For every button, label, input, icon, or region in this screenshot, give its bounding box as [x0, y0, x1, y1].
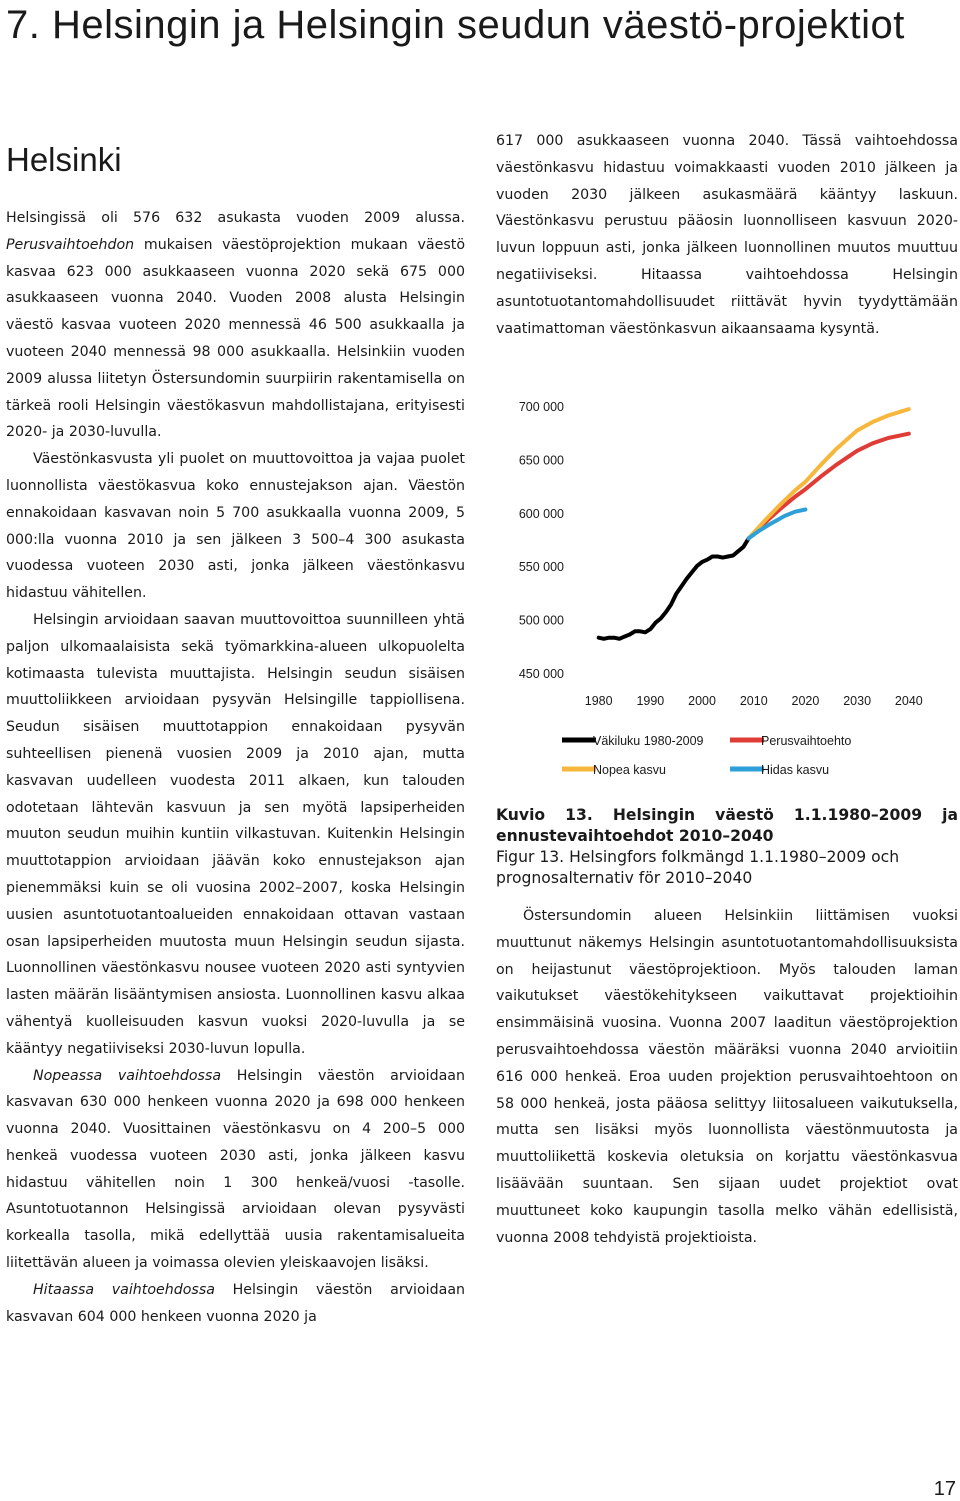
- paragraph-2: Väestönkasvusta yli puolet on muuttovoittoa ja vajaa puolet luonnollista väestökasvua koko ennustejakson ajan. Väestön ennakoidaan kasvavan noin 5 700 asukkaalla vuonna 2009, 5 000:lla vuonna 2010 ja sen jälkeen 3 500–4 300 asukasta vuodessa vuoteen 2030 asti, jonka jälkeen väestönkasvu hidastuu vähitellen.: [6, 451, 465, 602]
- x-tick-label: 1980: [584, 694, 613, 708]
- y-tick-label: 700 000: [518, 400, 564, 414]
- population-chart: [496, 395, 936, 790]
- series-line: [749, 409, 909, 538]
- legend-label: Nopea kasvu: [593, 763, 666, 777]
- paragraph-1: Helsingissä oli 576 632 asukasta vuoden 2009 alussa. Perusvaihtoehdon mukaisen väestöprojektion mukaan väestö kasvaa 623 000 asukkaaseen vuonna 2020 sekä 675 000 asukkaaseen vuonna 2040. Vuoden 2008 alusta Helsingin väestö kasvaa vuoteen 2020 mennessä 46 500 asukkaalla ja vuoteen 2040 mennessä 98 000 asukkaalla. Helsinkiin vuoden 2009 alussa liitetyn Östersundomin suurpiirin rakentamisella on tärkeä rooli Helsingin väestökasvun mahdollistajana, erityisesti 2020- ja 2030-luvulla.: [6, 210, 465, 441]
- emphasis-hidas: Hitaassa vaihtoehdossa: [33, 1281, 215, 1298]
- left-column: [6, 205, 465, 1330]
- x-tick-label: 1990: [636, 694, 665, 708]
- x-tick-label: 2010: [739, 694, 768, 708]
- series-line: [599, 538, 749, 638]
- y-tick-label: 500 000: [518, 613, 564, 628]
- y-tick-label: 450 000: [518, 667, 564, 681]
- y-tick-label: 650 000: [518, 453, 564, 468]
- x-tick-label: 2040: [894, 694, 923, 708]
- right-column-bottom: [496, 903, 958, 1251]
- emphasis-nopea: Nopeassa vaihtoehdossa: [33, 1067, 222, 1084]
- right-column-top: [496, 128, 958, 342]
- paragraph-3: Helsingin arvioidaan saavan muuttovoittoa suunnilleen yhtä paljon ulkomaalaisista sekä työmarkkina-alueen ulkopuolelta kotimaasta tulevista muuttajista. Helsingin seudun sisäisen muuttoliikkeen arvioidaan pysyvän Helsingille tappiollisena. Seudun sisäisen muuttotappion ennakoidaan pysyvän suhteellisen pienenä vuosien 2009 ja 2010 ajan, mutta kasvavan uudelleen vuodesta 2011 alkaen, kun talouden odotetaan lähtevän kasvuun ja sen myötä lapsiperheiden muuton seudun muihin kuntiin vilkastuvan. Kuitenkin Helsingin muuttotappion arvioidaan jäävän koko ennustejakson ajan pienemmäksi kuin se oli vuosina 2002–2007, koska Helsingin uusien asuntotuotantoalueiden ennakoidaan ottavan vastaan osan lapsiperheiden muutosta muun Helsingin seudun sijasta. Luonnollinen väestönkasvu nousee vuoteen 2020 asti syntyvien lasten määrän lisääntymisen ansiosta. Luonnollinen kasvu alkaa vähentyä kuolleisuuden kasvun vuoksi 2020-luvulla ja se kääntyy negatiiviseksi 2030-luvun lopulla.: [6, 611, 465, 1057]
- paragraph-ostersundom: Östersundomin alueen Helsinkiin liittämisen vuoksi muuttunut näkemys Helsingin asuntotuotantomahdollisuuksista on heijastunut väestöprojektioon. Myös talouden laman vaikutukset väestökehitykseen vaikuttavat projektioihin ensimmäisinä vuosina. Vuonna 2007 laaditun väestöprojektion perusvaihtoehdossa väestön määräksi vuonna 2040 arvioitiin 616 000 henkeä. Eroa uuden projektion perusvaihtoehtoon on 58 000 henkeä, josta pääosa selittyy liitosalueen vaikutuksella, mutta sen lisäksi myös luonnollista väestönmuutosta ja muuttoliikettä koskevia oletuksia on korjattu väestönkasvua lisäävään suuntaan. Sen sijaan uudet projektiot ovat muuttuneet koko kaupungin tasolla melko vähän edellisistä, vuonna 2008 tehdyistä projektioista.: [496, 908, 958, 1246]
- caption-swedish: Figur 13. Helsingfors folkmängd 1.1.1980–2009 och prognosalternativ för 2010–2040: [496, 848, 900, 887]
- figure-caption: [496, 805, 958, 889]
- section-heading: Helsinki: [6, 141, 122, 178]
- paragraph-5: Hitaassa vaihtoehdossa Helsingin väestön arvioidaan kasvavan 604 000 henkeen vuonna 2020 ja: [6, 1281, 466, 1325]
- paragraph-continued: 617 000 asukkaaseen vuonna 2040. Tässä vaihtoehdossa väestönkasvu hidastuu voimakkaasti vuoden 2010 jälkeen ja vuoden 2030 jälkeen asukasmäärä kääntyy laskuun. Väestönkasvu perustuu pääosin luonnolliseen kasvuun 2020-luvun loppuun asti, jonka jälkeen luonnollinen muutos muuttuu negatiiviseksi. Hitaassa vaihtoehdossa Helsingin asuntotuotantomahdollisuudet riittävät hyvin tyydyttämään vaatimattoman väestönkasvun aikaansaama kysyntä.: [496, 133, 958, 337]
- legend-label: Perusvaihtoehto: [761, 734, 852, 748]
- y-tick-label: 550 000: [518, 560, 564, 575]
- legend-label: Hidas kasvu: [761, 763, 830, 777]
- x-tick-label: 2020: [791, 694, 820, 708]
- page-title: 7. Helsingin ja Helsingin seudun väestö-projektiot: [6, 3, 905, 47]
- x-tick-label: 2000: [688, 694, 716, 708]
- emphasis-perusvaihtoehto: Perusvaihtoehdon: [6, 236, 135, 253]
- page-number: 17: [933, 1478, 956, 1500]
- caption-finnish: Kuvio 13. Helsingin väestö 1.1.1980–2009 ja ennustevaihtoehdot 2010–2040: [496, 806, 958, 845]
- y-tick-label: 600 000: [518, 506, 564, 521]
- legend-label: Väkiluku 1980-2009: [593, 734, 704, 748]
- x-tick-label: 2030: [843, 694, 872, 708]
- paragraph-4: Nopeassa vaihtoehdossa Helsingin väestön arvioidaan kasvavan 630 000 henkeen vuonna 2020 ja 698 000 henkeen vuonna 2040. Vuosittainen väestönkasvu on 4 200–5 000 henkeä vuodessa vuoteen 2030 asti, jonka jälkeen kasvu hidastuu vähitellen noin 1 300 henkeä/vuosi -tasolle. Asuntotuotannon Helsingissä arvioidaan olevan pysyvästi korkealla tasolla, mikä edellyttää uusia rakentamisalueita liitettävän alueen ja voimassa olevien yleiskaavojen lisäksi.: [6, 1067, 465, 1272]
